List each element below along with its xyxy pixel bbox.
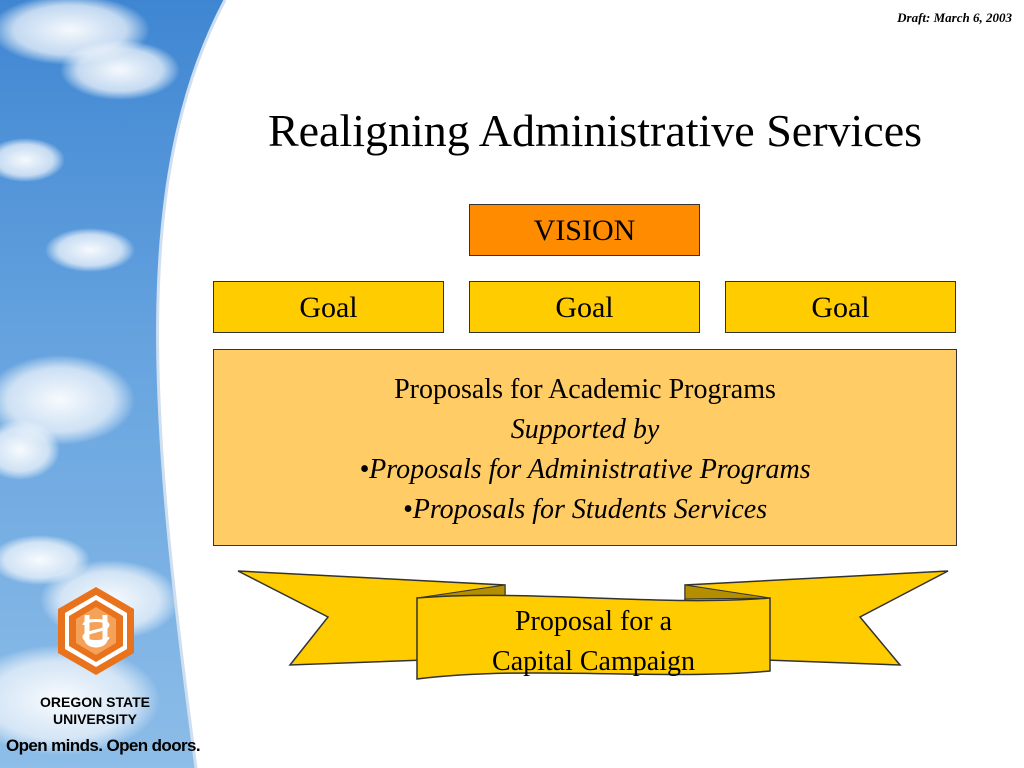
goal-box-2: Goal [469,281,700,333]
proposals-administrative-label: •Proposals for Administrative Programs [359,454,811,485]
campaign-line-1: Proposal for a [514,606,673,637]
proposals-students-label: •Proposals for Students Services [402,494,768,525]
goal-box-1: Goal [213,281,444,333]
proposals-box [213,349,957,546]
supported-by-label: Supported by [510,414,660,445]
draft-date-label: Draft: March 6, 2003 [897,10,1012,25]
tagline: Open minds. Open doors. [6,736,200,755]
university-name-line-1: OREGON STATE [40,694,150,710]
proposals-academic-label: Proposals for Academic Programs [394,374,776,405]
vision-box: VISION [469,204,700,256]
slide-title: Realigning Administrative Services [267,105,923,156]
campaign-label [417,598,770,680]
goal-box-3: Goal [725,281,956,333]
campaign-line-2: Capital Campaign [492,646,695,677]
university-name [20,694,170,728]
osu-logo [54,585,138,677]
university-name-line-2: UNIVERSITY [52,711,137,727]
